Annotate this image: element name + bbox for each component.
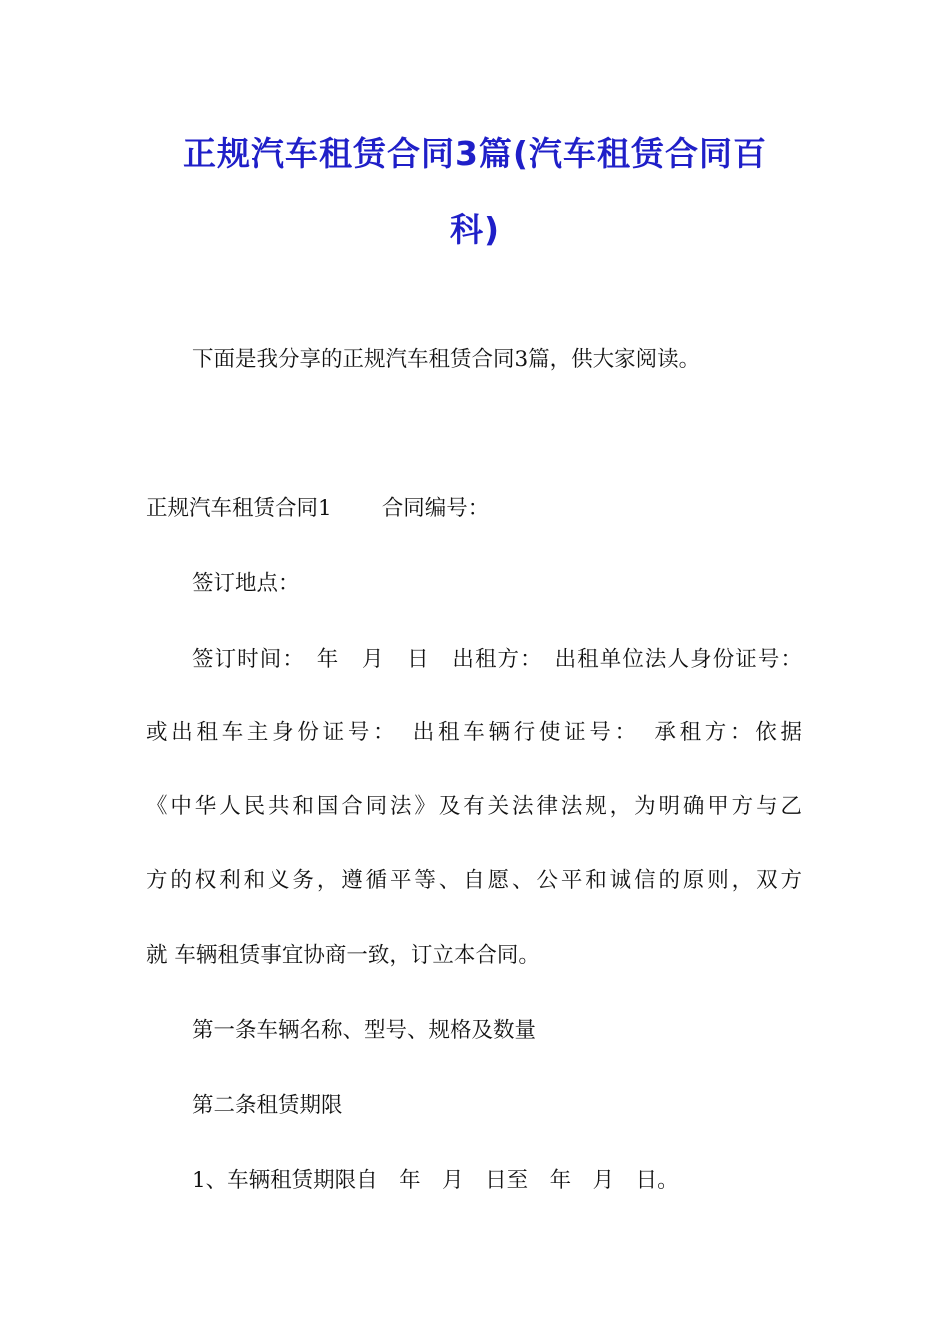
body-line-4: 方的权利和义务，遵循平等、自愿、公平和诚信的原则，双方 (146, 868, 802, 893)
body-line-3: 《中华人民共和国合同法》及有关法律法规，为明确甲方与乙 (146, 794, 802, 819)
document-title (120, 116, 830, 268)
contract-heading: 正规汽车租赁合同1 (146, 496, 332, 521)
title-line-2: 科) (449, 210, 501, 249)
sign-place-label: 签订地点： (192, 571, 300, 596)
intro-paragraph: 下面是我分享的正规汽车租赁合同3篇，供大家阅读。 (192, 347, 701, 372)
article-1-heading: 第一条车辆名称、型号、规格及数量 (192, 1018, 537, 1043)
sign-time-line: 签订时间： 年 月 日 出租方： 出租单位法人身份证号： (192, 647, 802, 672)
body-line-5: 就 车辆租赁事宜协商一致，订立本合同。 (146, 943, 540, 968)
contract-heading-row (146, 494, 489, 524)
clause-1: 1、车辆租赁期限自 年 月 日至 年 月 日。 (192, 1168, 679, 1193)
article-2-heading: 第二条租赁期限 (192, 1093, 343, 1118)
contract-number-label: 合同编号： (381, 496, 490, 521)
title-line-1: 正规汽车租赁合同3篇(汽车租赁合同百 (182, 134, 768, 173)
body-line-2: 或出租车主身份证号： 出租车辆行使证号： 承租方：依据 (146, 720, 802, 745)
